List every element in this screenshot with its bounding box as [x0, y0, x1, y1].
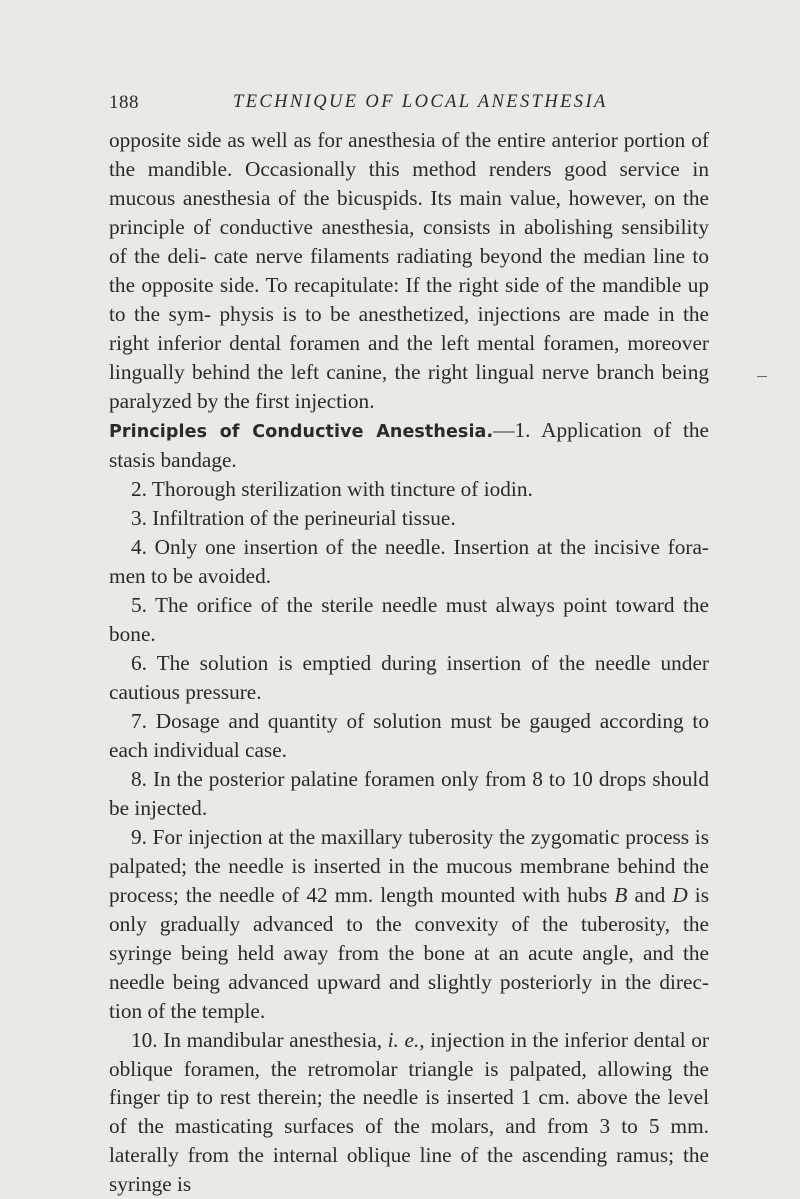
item-10-text-b: , injection in the inferior dental or oblique foramen, the retromolar triangle is palpated, allowing the finger tip to rest therein; the needle is inserted 1 cm. above the level of the masticating surfaces of the molars, and from 3 to 5 mm. laterally from the internal oblique line of the ascending ramus; the syringe is [109, 1027, 710, 1197]
body-text [109, 126, 709, 1199]
principles-item-4: 4. Only one insertion of the needle. Insertion at the incisive fora- men to be avoided. [109, 535, 709, 589]
hub-b-label: B [614, 882, 628, 907]
running-head [109, 92, 709, 120]
binding-mark [757, 376, 767, 377]
intro-paragraph: opposite side as well as for anesthesia of the entire anterior portion of the mandible. Occasionally this method renders good service in mucous anesthesia of the bicuspids. Its main value, however, on the principle of conductive anesthesia, consists in abolishing sensibility of the deli- cate nerve filaments radiating beyond the median line to the opposite side. To recapitulate: If the right side of the mandible up to the sym- physis is to be anesthetized, injections are made in the right inferior dental foramen and the left mental foramen, moreover lingually behind the left canine, the right lingual nerve branch being paralyzed by the first injection. [109, 128, 709, 413]
running-title: TECHNIQUE OF LOCAL ANESTHESIA [233, 92, 608, 112]
principles-item-8: 8. In the posterior palatine foramen only from 8 to 10 drops should be injected. [109, 766, 709, 820]
hub-d-label: D [672, 882, 688, 907]
item-9-text-b: and [627, 882, 673, 907]
principles-item-7: 7. Dosage and quantity of solution must be gauged according to each individual case. [109, 709, 709, 763]
principles-item-10 [109, 1026, 709, 1199]
ie-abbreviation: i. e. [387, 1027, 420, 1052]
item-10-text-a: 10. In mandibular anesthesia, [131, 1027, 388, 1052]
principles-item-2: 2. Thorough sterilization with tincture of iodin. [131, 477, 533, 502]
item-9-text-a: 9. For injection at the maxillary tuberosity the zygomatic process is palpated; the needle is inserted in the mucous membrane behind the process; the needle of 42 mm. length mounted with hubs [109, 824, 709, 907]
principles-item-9 [109, 823, 709, 1026]
principles-item-6: 6. The solution is emptied during insertion of the needle under cautious pressure. [109, 651, 709, 705]
principles-item-3: 3. Infiltration of the perineurial tissue. [131, 506, 456, 531]
principles-item-5: 5. The orifice of the sterile needle must always point toward the bone. [109, 593, 709, 647]
principles-heading: Principles of Conductive Anesthesia. [109, 421, 494, 442]
principles-paragraph [109, 416, 709, 476]
principles-item-1: —1. Application of the stasis bandage. [109, 417, 709, 473]
page-number: 188 [109, 92, 139, 113]
item-9-text-c: is only gradually advanced to the convexity of the tuberosity, the syringe being held away from the bone at an acute angle, and the needle being advanced upward and slightly posteriorly in the direc- tion of the temple. [109, 882, 709, 1023]
